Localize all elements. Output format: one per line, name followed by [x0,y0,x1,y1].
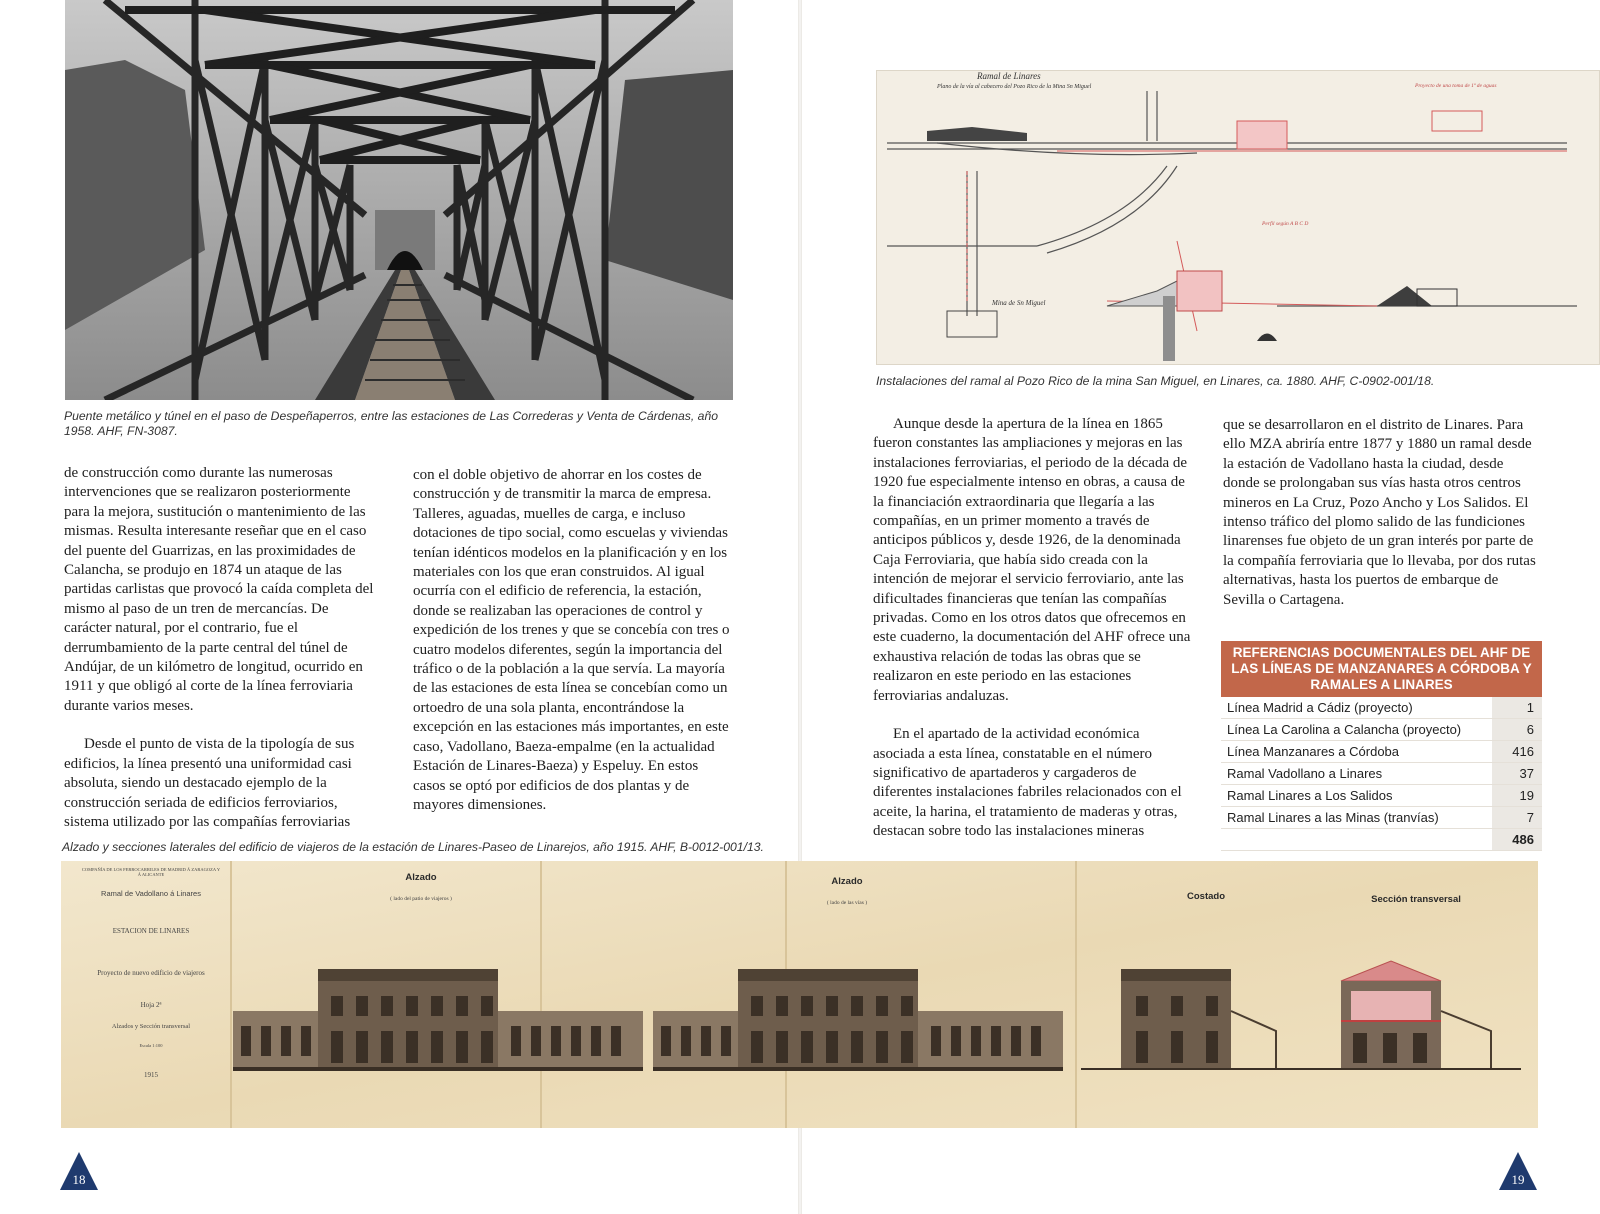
map-title: Ramal de Linares [977,71,1041,81]
table-row [1221,741,1542,763]
right-column-1 [873,415,1191,842]
mine-plan-caption: Instalaciones del ramal al Pozo Rico de la mina San Miguel, en Linares, ca. 1880. AHF, C-0902-001/18. [876,374,1435,388]
table-row-label: Línea La Carolina a Calancha (proyecto) [1221,719,1492,740]
table-row-label: Ramal Linares a Los Salidos [1221,785,1492,806]
table-row-label: Línea Madrid a Cádiz (proyecto) [1221,697,1492,718]
map-mina-label: Mina de Sn Miguel [992,299,1046,307]
left-col1-paragraph-1: de construcción como durante las numerosas intervenciones que se realizaron posteriormente para la mejora, sustitución o mantenimiento de las mismas. Resulta interesante reseñar que en el caso del puente del Guarrizas, en las proximidades de Calancha, se produjo en 1874 un ataque de las partidas carlistas que provocó la caída completa del mismo al paso de un tren de mercancías. De carácter natural, por el contrario, fue el derrumbamiento de la parte central del túnel de Andújar, de un kilómetro de longitud, ocurrido en 1911 y que obligó al corte de la línea ferroviaria durante varios meses. [64,465,374,714]
table-row-value: 1 [1492,697,1542,718]
reference-table [1221,641,1542,851]
map-pink-label-2: Proyecto de una toma de 1ª de aguas [1415,83,1497,89]
station-drawing-caption: Alzado y secciones laterales del edificio de viajeros de la estación de Linares-Paseo de Linarejos, año 1915. AHF, B-0012-001/13. [62,840,764,854]
left-col1-paragraph-2: Desde el punto de vista de la tipología de sus edificios, la línea presentó una uniformidad casi absoluta, siendo un destacado ejemplo de la construcción seriada de edificios ferroviarios, sistema utilizado por las compañías ferroviarias [64,736,355,830]
table-row-value: 416 [1492,741,1542,762]
mine-plan-art [877,71,1600,365]
drawing-project: Proyecto de nuevo edificio de viajeros [97,969,205,977]
left-column-2 [413,466,733,815]
table-row [1221,785,1542,807]
drawing-sheet-desc: Alzados y Sección transversal [111,1023,191,1030]
label-seccion: Sección transversal [1371,894,1461,905]
left-col2-paragraph-1: con el doble objetivo de ahorrar en los costes de construcción y de transmitir la marca de empresa. Talleres, aguadas, muelles de carga, e incluso dotaciones de tipo social, como escuelas y viviendas tenían idénticos modelos en la planificación y en los materiales con los que eran construidos. Al igual ocurría con el edificio de referencia, la estación, donde se realizaban las operaciones de control y expedición de los trenes y que se concebía con tres o cuatro modelos diferentes, según la importancia del tráfico o de la población a la que servía. La mayoría de las estaciones de esta línea se concebían como un ortoedro de una sola planta, encontrándose la excepción en las estaciones más importantes, en este caso, Vadollano, Baeza-empalme (en la actualidad Estación de Linares-Baeza) y Espeluy. En estos casos se optó por edificios de dos plantas y de mayores dimensiones. [413,467,730,813]
station-elevation-drawing [61,861,1538,1128]
page-number-badge-left [58,1150,100,1192]
right-col2-paragraph-1: que se desarrollaron en el distrito de Linares. Para ello MZA abriría entre 1877 y 1880 un ramal desde la estación de Vadollano hasta la ciudad, desde donde se prolongaban sus vías hasta otros centros mineros en La Cruz, Pozo Ancho y Los Salidos. El intenso tráfico del plomo salido de las fundiciones linarenses fue objeto de un gran interés por parte de la compañía ferroviaria que lo llevaba, por dos rutas alternativas, hasta los puertos de embarque de Sevilla o Cartagena. [1223,417,1536,608]
label-costado: Costado [1187,891,1225,902]
right-col1-paragraph-2: En el apartado de la actividad económica asociada a esta línea, constatable en el número significativo de apartaderos y cargaderos de diferentes instalaciones fabriles relacionados con el aceite, la harina, el tratamiento de maderas y otras, destacan sobre todo las instalaciones mineras [873,726,1182,840]
table-row [1221,807,1542,829]
table-row-label: Línea Manzanares a Córdoba [1221,741,1492,762]
table-row-value: 19 [1492,785,1542,806]
drawing-year: 1915 [144,1071,158,1079]
mine-plan-drawing [876,70,1600,365]
drawing-scale: Escala 1:100 [139,1043,163,1048]
table-row-label: Ramal Linares a las Minas (tranvías) [1221,807,1492,828]
table-row [1221,763,1542,785]
page-number-badge-right [1497,1150,1539,1192]
table-row [1221,697,1542,719]
left-column-1 [64,464,376,832]
label-alzado-vias: Alzado [831,876,863,887]
table-row-value: 37 [1492,763,1542,784]
label-alzado-vias-sub: ( lado de las vías ) [826,900,868,906]
drawing-company: COMPAÑÍA DE LOS FERROCARRILES DE MADRID Á ZARAGOZA Y Á ALICANTE [81,867,221,877]
drawing-ramal: Ramal de Vadollano á Linares [101,889,201,898]
drawing-sheet: Hoja 2ª [140,1001,162,1009]
drawing-station: ESTACION DE LINARES [112,927,190,935]
table-row-label: Ramal Vadollano a Linares [1221,763,1492,784]
table-row-value: 6 [1492,719,1542,740]
page-number-right: 19 [1511,1172,1525,1187]
table-total-value: 486 [1492,829,1542,850]
bridge-photo-caption: Puente metálico y túnel en el paso de Despeñaperros, entre las estaciones de Las Correderas y Venta de Cárdenas, año 1958. AHF, FN-3087. [64,409,719,438]
right-col1-paragraph-1: Aunque desde la apertura de la línea en 1865 fueron constantes las ampliaciones y mejoras en las instalaciones ferroviarias, el periodo de la década de 1920 fue especialmente intenso en obras, a causa de la financiación extraordinaria que llegaría a las compañías, en un primer momento a través de anticipos públicos y, desde 1926, de la denominada Caja Ferroviaria, que había sido creada con la intención de mejorar el servicio ferroviario, ante las dificultades financieras que tenían las compañías privadas. Como en los otros datos que ofrecemos en este cuaderno, la documentación del AHF ofrece una exhaustiva relación de todas las obras que se realizaron en este periodo en las estaciones ferroviarias andaluzas. [873,416,1191,704]
reference-table-title: REFERENCIAS DOCUMENTALES DEL AHF DE LAS LÍNEAS DE MANZANARES A CÓRDOBA Y RAMALES A LINARES [1221,641,1542,697]
map-subtitle: Plano de la vía al cabecero del Pozo Rico de la Mina Sn Miguel [937,84,1092,90]
table-total-row [1221,829,1542,851]
label-alzado-patio-sub: ( lado del patio de viajeros ) [390,896,452,902]
bridge-photo-image [65,0,733,400]
page-number-left: 18 [72,1172,86,1187]
map-pink-label-1: Perfil según A B C D [1262,221,1309,227]
table-row [1221,719,1542,741]
table-row-value: 7 [1492,807,1542,828]
bridge-photo [65,0,733,400]
label-alzado-patio: Alzado [405,872,437,883]
right-column-2 [1223,416,1543,610]
